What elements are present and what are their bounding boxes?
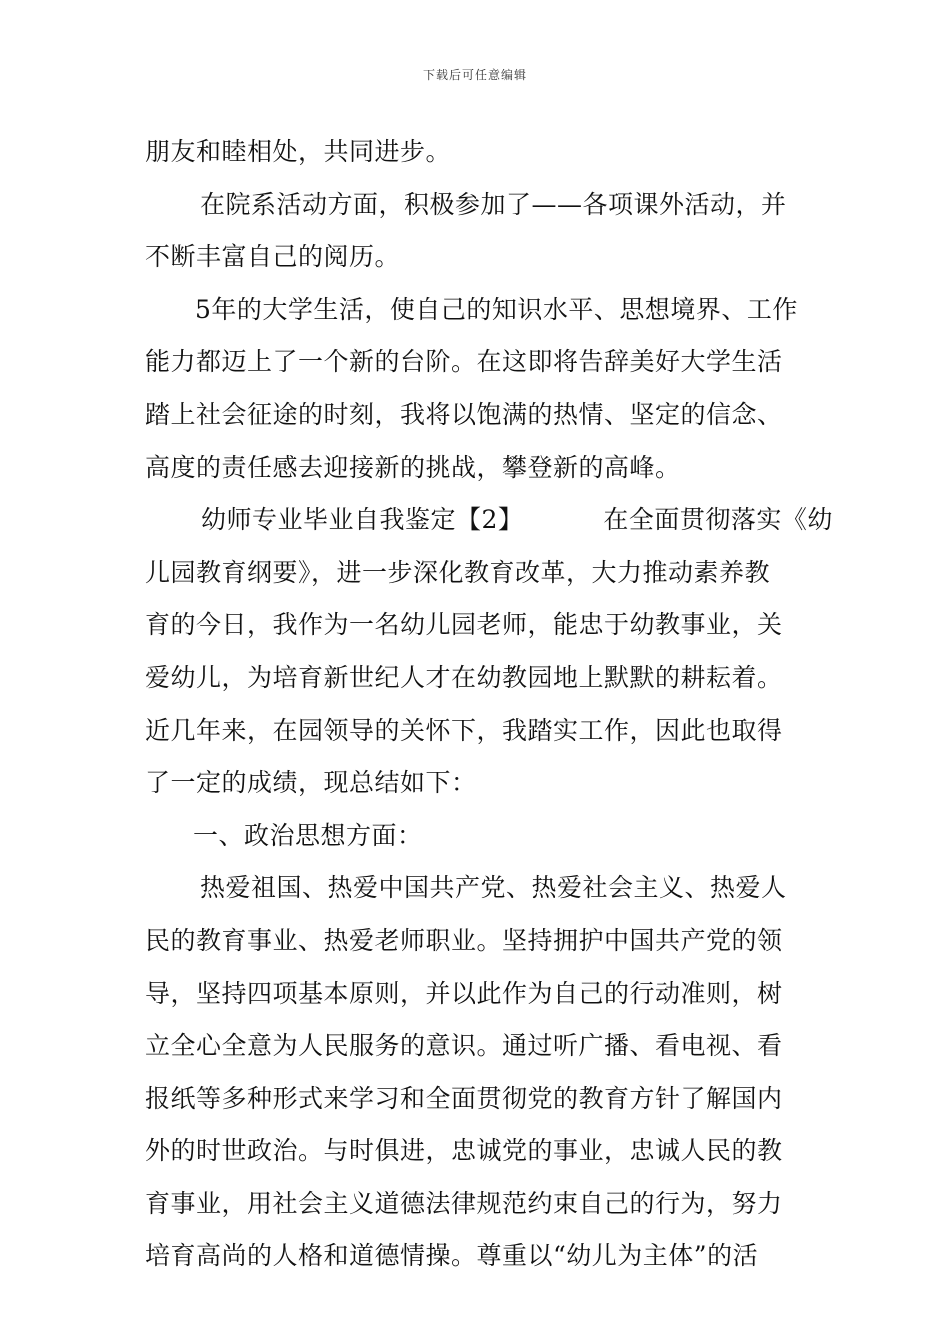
text-line: 踏上社会征途的时刻，我将以饱满的热情、坚定的信念、: [145, 399, 783, 429]
section-heading-line: [145, 494, 833, 547]
text-line: 外的时世政治。与时俱进，忠诚党的事业，忠诚人民的教: [145, 1136, 783, 1166]
text-line: 了一定的成绩，现总结如下：: [145, 768, 477, 798]
paragraph-start-line: 在院系活动方面，积极参加了——各项课外活动，并: [200, 189, 787, 219]
text-line: 朋友和睦相处，共同进步。: [145, 137, 452, 166]
text-line: 报纸等多种形式来学习和全面贯彻党的教育方针了解国内: [145, 1083, 783, 1113]
text-line: 立全心全意为人民服务的意识。通过听广播、看电视、看: [145, 1031, 783, 1061]
section-heading: 幼师专业毕业自我鉴定【2】: [201, 505, 524, 535]
document-body: [145, 126, 833, 1283]
section-intro-text: 在全面贯彻落实《幼: [603, 505, 833, 535]
text-line: 近几年来，在园领导的关怀下，我踏实工作，因此也取得: [145, 715, 783, 745]
text-line: 儿园教育纲要》，进一步深化教育改革，大力推动素养教: [145, 557, 771, 587]
text-line: 不断丰富自己的阅历。: [145, 242, 401, 272]
text-line: 高度的责任感去迎接新的挑战，攀登新的高峰。: [145, 452, 681, 482]
page-header-note: 下载后可任意编辑: [422, 68, 527, 82]
text-line: 民的教育事业、热爱老师职业。坚持拥护中国共产党的领: [145, 925, 783, 955]
text-line: 导，坚持四项基本原则，并以此作为自己的行动准则，树: [145, 978, 783, 1008]
subsection-heading: 一、政治思想方面：: [193, 820, 423, 850]
text-line: 培育高尚的人格和道德情操。尊重以“幼儿为主体”的活: [145, 1241, 759, 1271]
paragraph-start-line: 热爱祖国、热爱中国共产党、热爱社会主义、热爱人: [200, 873, 787, 903]
paragraph-start-line: 5年的大学生活，使自己的知识水平、思想境界、工作: [195, 294, 798, 324]
text-line: 育事业，用社会主义道德法律规范约束自己的行为，努力: [145, 1188, 783, 1218]
text-line: 育的今日，我作为一名幼儿园老师，能忠于幼教事业，关: [145, 610, 783, 640]
text-line: 爱幼儿，为培育新世纪人才在幼教园地上默默的耕耘着。: [145, 662, 783, 692]
text-line: 能力都迈上了一个新的台阶。在这即将告辞美好大学生活: [145, 347, 783, 377]
